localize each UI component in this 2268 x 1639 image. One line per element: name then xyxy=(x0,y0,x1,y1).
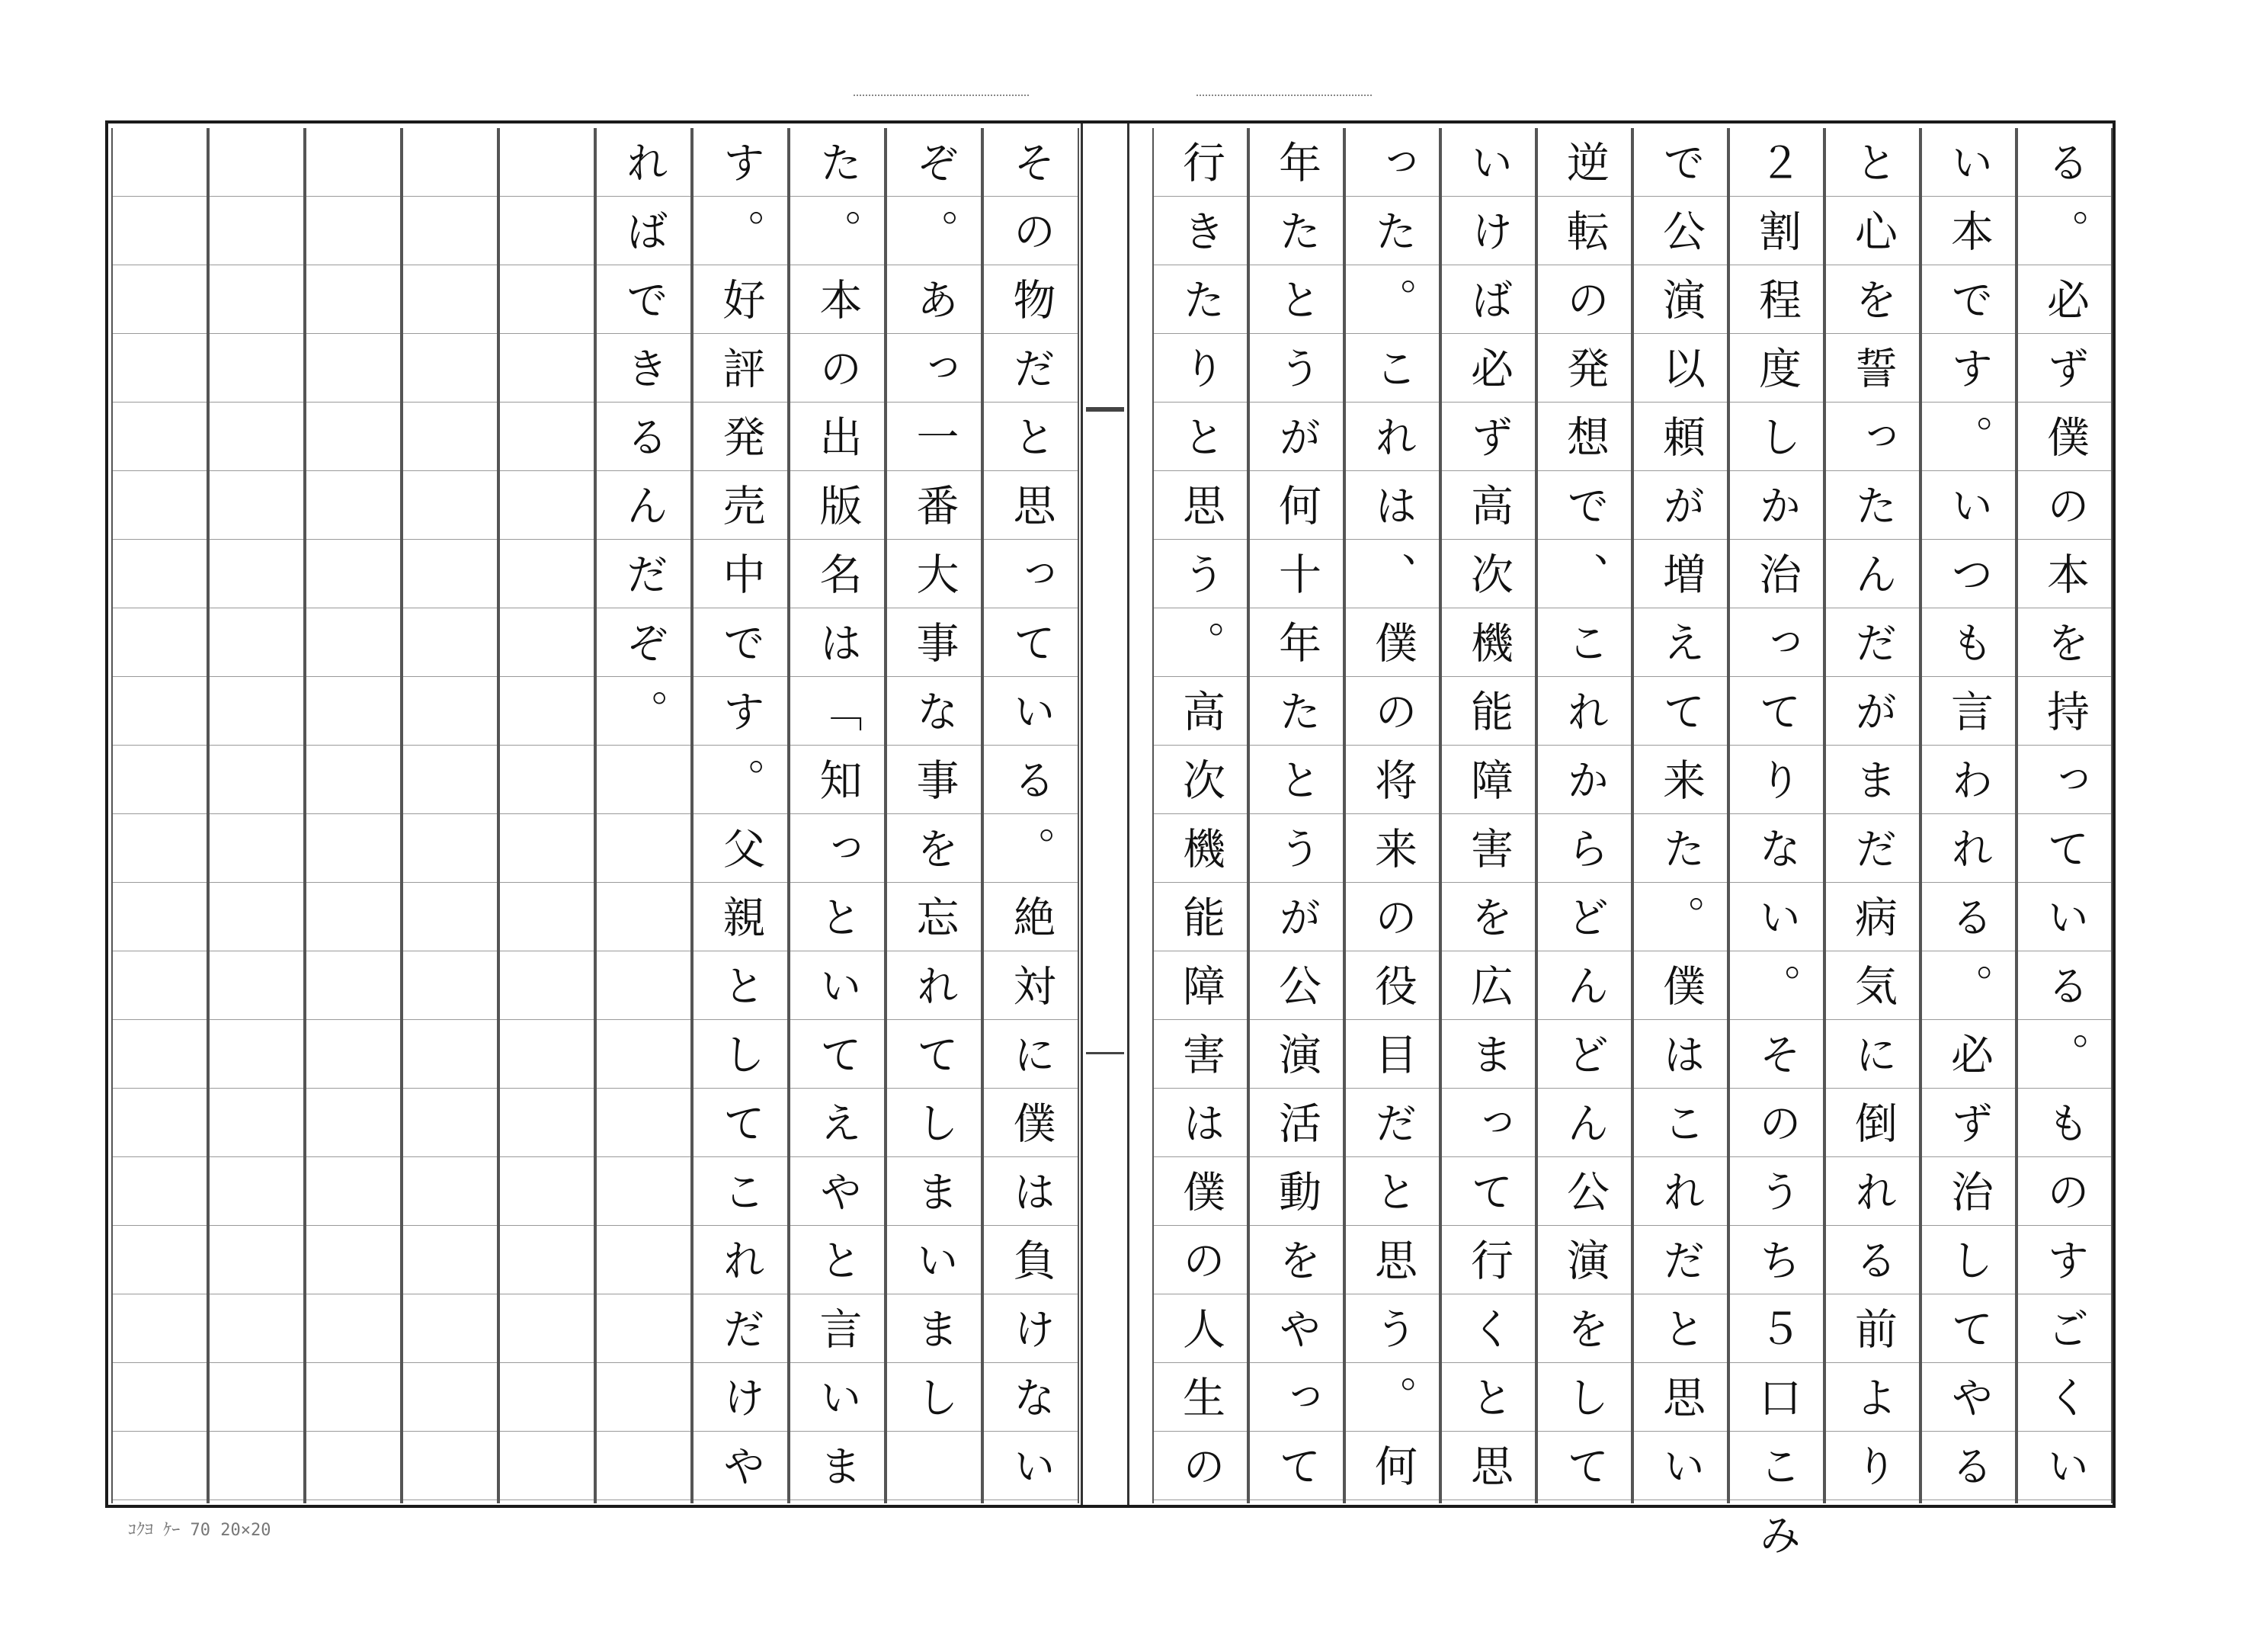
column-text: その物だと思っている。絶対に僕は負けない xyxy=(1006,140,1056,1512)
manuscript-column xyxy=(886,128,982,1503)
manuscript-left-page xyxy=(108,123,1081,1512)
manuscript-column xyxy=(402,128,498,1503)
column-text: ぞ。あっ一番大事な事を忘れてしまいまし xyxy=(909,140,959,1444)
manuscript-column xyxy=(208,128,305,1503)
column-text: で公演以頼が増えて来た。僕はこれだと思い xyxy=(1656,140,1706,1512)
center-gutter xyxy=(1081,123,1129,1505)
manuscript-column xyxy=(1344,128,1440,1512)
manuscript-column xyxy=(982,128,1079,1512)
center-mark-upper xyxy=(1086,407,1124,412)
manuscript-column xyxy=(111,128,208,1503)
manuscript-column xyxy=(2017,128,2113,1512)
column-text: 行きたりと思う。高次機能障害は僕の人生の xyxy=(1176,140,1225,1512)
column-text: いけば必ず高次機能障害を広まって行くと思 xyxy=(1464,140,1514,1512)
manuscript-column xyxy=(1824,128,1920,1512)
column-text: 年たとうが何十年たとうが公演活動をやって xyxy=(1272,140,1321,1512)
manuscript-column xyxy=(1440,128,1536,1512)
column-text: す。好評発売中です。父親としてこれだけや xyxy=(716,140,766,1512)
manuscript-column xyxy=(789,128,886,1512)
column-text: る。必ず僕の本を持っている。ものすごくい xyxy=(2040,140,2090,1512)
manuscript-column xyxy=(1632,128,1728,1512)
column-text: った。これは、僕の将来の役目だと思う。何 xyxy=(1368,140,1418,1512)
manuscript-column xyxy=(1920,128,2017,1512)
top-margin-mark-left xyxy=(854,95,1029,101)
column-text: た。本の出版名は「知っといてえやと言いま xyxy=(812,140,863,1512)
manuscript-column xyxy=(595,128,692,1503)
manuscript-column xyxy=(1248,128,1344,1512)
paper-product-label: ｺｸﾖ ｹｰ 70 20×20 xyxy=(128,1521,271,1540)
manuscript-column xyxy=(1536,128,1632,1512)
column-text: 逆転の発想で、これからどんどん公演をして xyxy=(1560,140,1610,1512)
manuscript-column xyxy=(1152,128,1248,1512)
top-margin-mark-right xyxy=(1196,95,1372,101)
center-mark-lower xyxy=(1086,1052,1124,1054)
manuscript-column xyxy=(692,128,789,1512)
manuscript-column xyxy=(305,128,402,1503)
manuscript-right-page xyxy=(1129,123,2116,1581)
column-text: と心を誓ったんだがまだ病気に倒れる前より xyxy=(1848,140,1898,1512)
manuscript-column xyxy=(498,128,595,1503)
manuscript-column xyxy=(1728,128,1824,1581)
column-text: ２割程度しか治ってりない。そのうち５口こみ xyxy=(1752,140,1802,1581)
column-text: い本です。いつも言われる。必ず治してやる xyxy=(1944,140,1994,1512)
column-text: ればできるんだぞ。 xyxy=(619,140,669,758)
